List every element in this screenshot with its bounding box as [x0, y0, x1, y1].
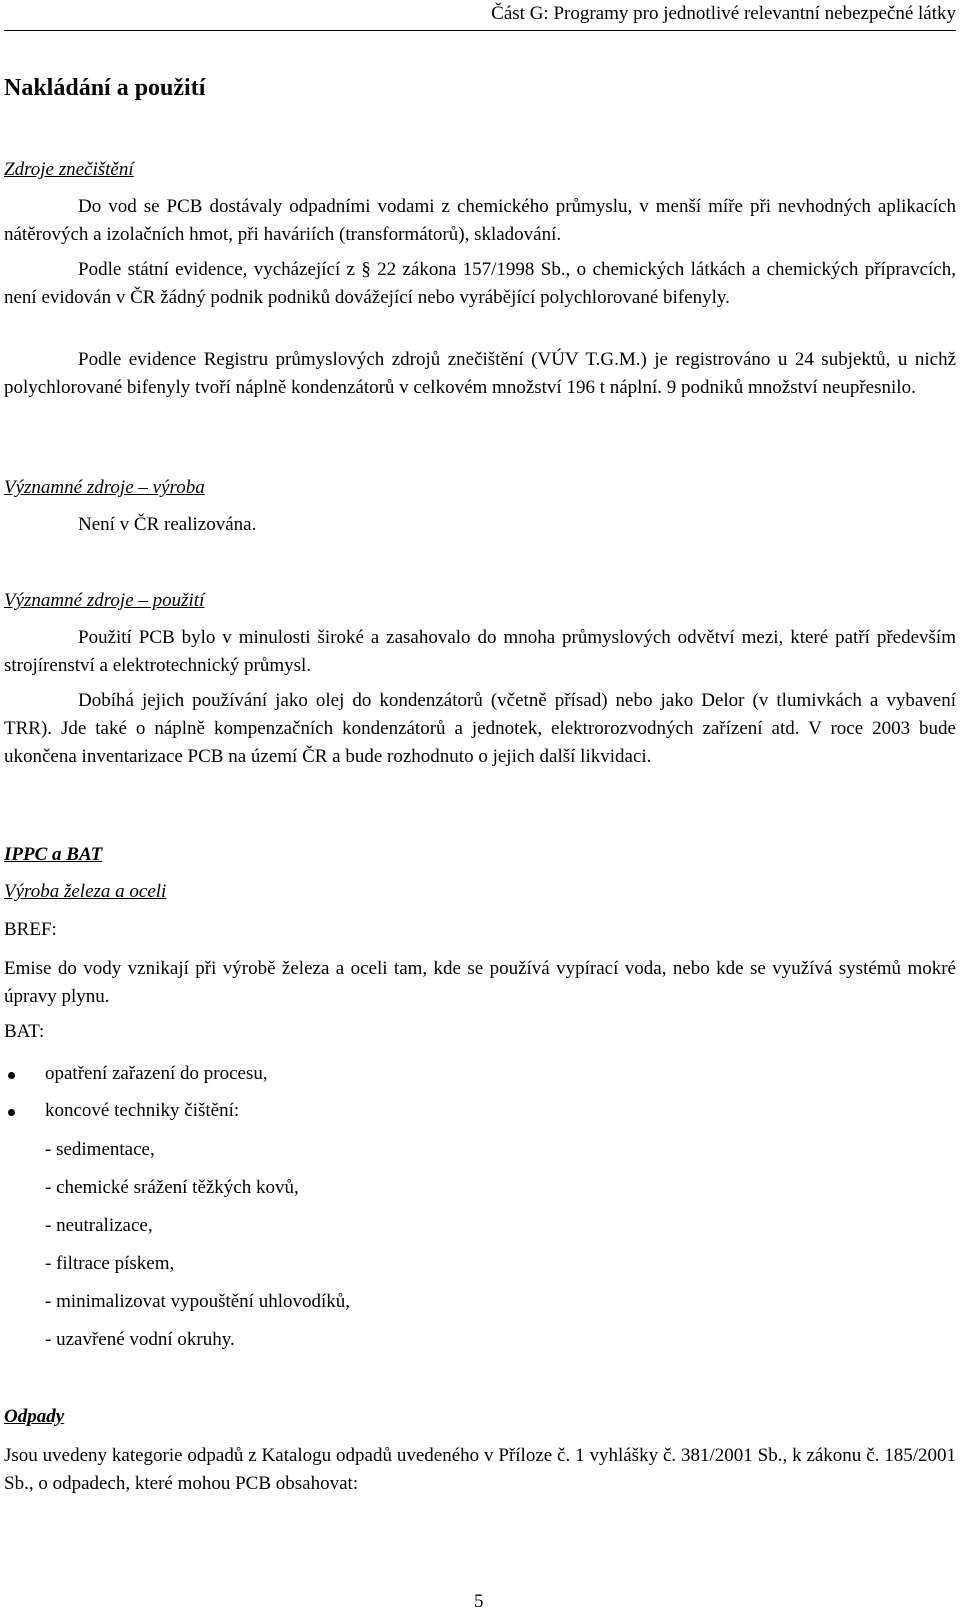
paragraph-pouziti-1: Použití PCB bylo v minulosti široké a zasahovalo do mnoha průmyslových odvětví mezi, které patří především strojírenství a elektrotechnický průmysl. [4, 627, 956, 676]
paragraph-zdroje-2: Podle státní evidence, vycházející z § 22 zákona 157/1998 Sb., o chemických látkách a chemických přípravcích, není evidován v ČR žádný podnik podniků dovážející nebo vyrábějící polychlorované bifenyly. [4, 259, 956, 308]
paragraph-zdroje-1: Do vod se PCB dostávaly odpadními vodami z chemického průmyslu, v menší míře při nevhodných aplikacích nátěrových a izolačních hmot, při haváriích (transformátorů), skladování. [4, 196, 956, 245]
section-heading-vyroba [4, 474, 956, 502]
bullet-dot [8, 1109, 15, 1116]
page-title: Nakládání a použití [4, 75, 206, 101]
subheading-zelezo-ocel-text: Výroba železa a oceli [4, 881, 167, 902]
bullet-item [4, 1097, 604, 1125]
dash-item: - minimalizovat vypouštění uhlovodíků, [45, 1291, 351, 1312]
bullet-text: koncové techniky čištění: [45, 1100, 240, 1121]
bref-label: BREF: [4, 919, 57, 940]
section-heading-odpady [4, 1403, 956, 1431]
bat-label: BAT: [4, 1021, 45, 1042]
paragraph-odpady: Jsou uvedeny kategorie odpadů z Katalogu odpadů uvedeného v Příloze č. 1 vyhlášky č. 381/2001 Sb., k zákonu č. 185/2001 Sb., o odpadech, které mohou PCB obsahovat: [4, 1445, 956, 1494]
section-heading-ippc-text: IPPC a BAT [4, 844, 103, 865]
paragraph-zdroje-3: Podle evidence Registru průmyslových zdrojů znečištění (VÚV T.G.M.) je registrováno u 24 subjektů, u nichž polychlorované bifenyly tvoří náplně kondenzátorů v celkovém množství 196 t náplní. 9 podniků množství neupřesnilo. [4, 349, 956, 398]
paragraph-vyroba: Není v ČR realizována. [78, 514, 257, 535]
dash-item: - filtrace pískem, [45, 1253, 175, 1274]
document-page [4, 0, 956, 1616]
section-heading-vyroba-text: Významné zdroje – výroba [4, 477, 205, 498]
running-header: Část G: Programy pro jednotlivé relevantní nebezpečné látky [491, 3, 956, 24]
paragraph-pouziti-2: Dobíhá jejich používání jako olej do kondenzátorů (včetně přísad) nebo jako Delor (v tlumivkách a vybavení TRR). Jde také o náplně kompenzačních kondenzátorů a jednotek, elektrorozvodných zařízení atd. V roce 2003 bude ukončena inventarizace PCB na území ČR a bude rozhodnuto o jejich další likvidaci. [4, 690, 956, 767]
dash-item: - neutralizace, [45, 1215, 153, 1236]
dash-item: - uzavřené vodní okruhy. [45, 1329, 235, 1350]
section-heading-ippc [4, 841, 956, 869]
header-rule [4, 30, 956, 31]
subheading-zelezo-ocel [4, 878, 956, 906]
dash-item: - sedimentace, [45, 1139, 155, 1160]
bref-paragraph: Emise do vody vznikají při výrobě železa a oceli tam, kde se používá vypírací voda, nebo kde se využívá systémů mokré úpravy plynu. [4, 958, 956, 1007]
page-number: 5 [474, 1591, 484, 1612]
bullet-item [4, 1060, 604, 1088]
section-heading-pouziti [4, 587, 956, 615]
bullet-dot [8, 1072, 15, 1079]
section-heading-odpady-text: Odpady [4, 1406, 65, 1427]
section-heading-zdroje [4, 156, 956, 184]
section-heading-pouziti-text: Významné zdroje – použití [4, 590, 205, 611]
section-heading-zdroje-text: Zdroje znečištění [4, 159, 134, 180]
dash-item: - chemické srážení těžkých kovů, [45, 1177, 299, 1198]
bullet-text: opatření zařazení do procesu, [45, 1063, 268, 1084]
